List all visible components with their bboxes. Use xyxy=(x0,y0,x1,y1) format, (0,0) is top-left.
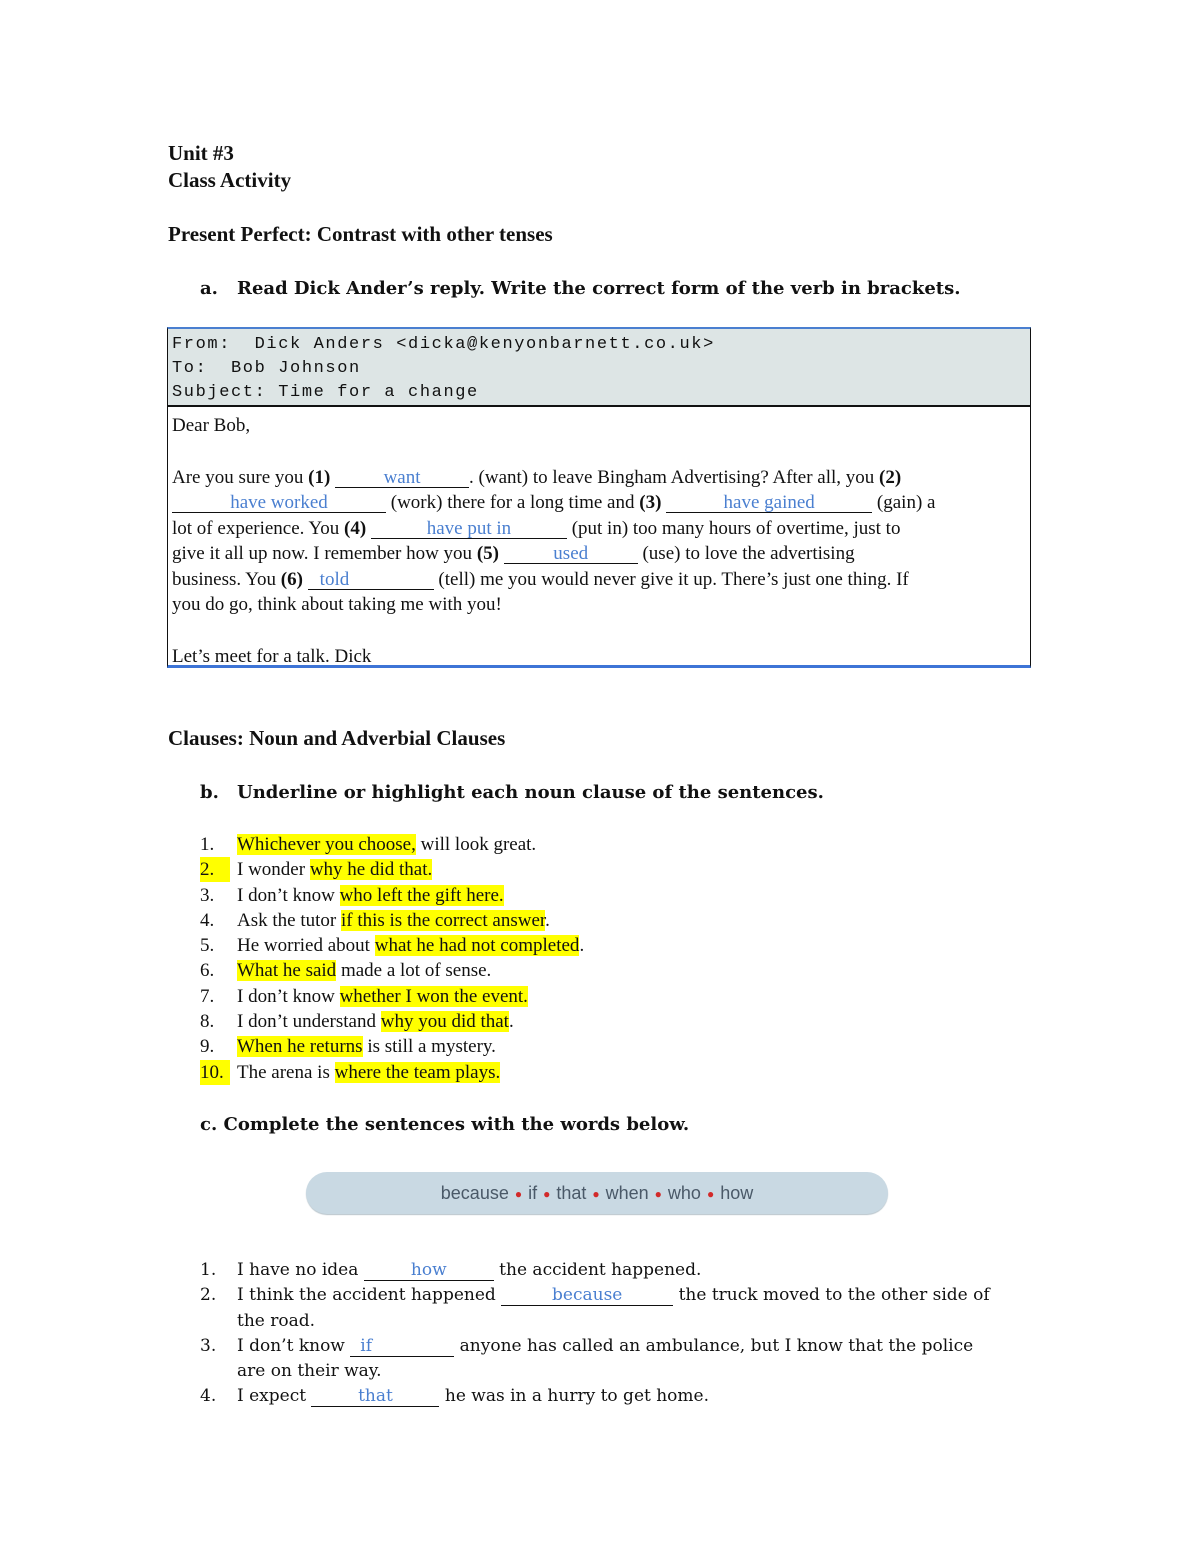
word-that: that xyxy=(556,1183,587,1203)
answer-blank-3[interactable]: have gained xyxy=(666,493,872,513)
word-who: who xyxy=(667,1183,701,1203)
email-header xyxy=(168,329,1030,407)
instruction-c: c. Complete the sentences with the words below. xyxy=(200,1114,690,1135)
highlighted-clause: why you did that xyxy=(380,1011,509,1033)
highlighted-clause: whether I won the event. xyxy=(339,985,528,1007)
bullet-icon: ● xyxy=(592,1187,600,1202)
answer-blank-6[interactable]: told xyxy=(308,570,434,590)
word-because: because xyxy=(440,1183,509,1203)
bullet-icon: ● xyxy=(654,1187,662,1202)
highlighted-clause: why he did that. xyxy=(309,859,433,881)
email-to: To: Bob Johnson xyxy=(172,359,361,378)
highlighted-clause: if this is the correct answer xyxy=(340,909,546,931)
section-title-clauses: Clauses: Noun and Adverbial Clauses xyxy=(168,726,506,750)
unit-title: Unit #3 xyxy=(168,141,234,165)
section-title-present-perfect: Present Perfect: Contrast with other tenses xyxy=(168,222,553,246)
bullet-icon: ● xyxy=(514,1187,523,1202)
highlighted-clause: where the team plays. xyxy=(334,1061,501,1083)
highlighted-clause: When he returns xyxy=(237,1036,363,1058)
word-if: if xyxy=(528,1183,538,1203)
worksheet-page: Unit #3 Class Activity Present Perfect: Contrast with other tenses a. Read Dick Ander’s reply. Write the correct form of the verb in brackets. From: Dick Anders <dicka@kenyonbarnett.co.uk> To: Bob Johnson Subject: Time for a change Dear Bob, Are you sure you (1) want . (want) to leave Bingham Advertising? After all, you (2) have worked (work) there for a long time and (3) have gained (gain) a lot of experience. You (4) have put in (put in) too many hours of overtime, just to give it all up now. I remember how you (5) used (use) to love the advertising business. You (6) told (tell) me you would never give it up. There’s just one thing. If you do go, think about taking me with you! Let’s meet for a talk. Dick Clauses: Noun and Adverbial Clauses b. Underline or highlight each noun clause of the sentences. 1. Whichever you choose, will look great. 2. I wonder why he did that. 3. I don’t know who left the gift here. 4. Ask the tutor if this is the correct answer. 5. He worried about what he had not completed. 6. What he said made a lot of sense. 7. I don’t know whether I won the event. 8. I don’t understand why you did that. 9. When he returns is still a mystery. 10. The arena is where the team plays. c. Complete the sentences with the words below. because ● if ● that ● when ● who ● how 1. I have no idea how the accident happened. 2. I think the accident happened because the truck moved to the other side of the road. 3. I don’t know if anyone has called an ambulance, but I know that the police are on their way. 4. I expect that he was in a hurry to get home. xyxy=(0,0,1200,1553)
instruction-a: Read Dick Ander’s reply. Write the correct form of the verb in brackets. xyxy=(237,278,961,299)
email-from: From: Dick Anders <dicka@kenyonbarnett.co.uk> xyxy=(172,335,715,354)
instruction-b: Underline or highlight each noun clause of the sentences. xyxy=(237,782,824,803)
bullet-icon: ● xyxy=(706,1187,715,1202)
answer-blank-4[interactable]: have put in xyxy=(371,519,567,539)
email-paragraph: Are you sure you (1) want . (want) to leave Bingham Advertising? After all, you (2) have worked (work) there for a long time and (3) have gained (gain) a lot of experience. You (4) have put in (put in) too many hours of overtime, just to give it all up now. I remember how you (5) used (use) to love the advertising business. You (6) told (tell) me you would never give it up. There’s just one thing. If you do go, think about taking me with you! xyxy=(172,466,936,615)
instruction-a-label: a. xyxy=(200,278,218,299)
word-when: when xyxy=(605,1183,649,1203)
email-closing: Let’s meet for a talk. Dick xyxy=(172,645,372,667)
answer-blank[interactable]: that xyxy=(311,1387,439,1407)
answer-blank[interactable]: how xyxy=(364,1261,494,1281)
email-greeting: Dear Bob, xyxy=(172,415,251,436)
highlighted-clause: What he said xyxy=(237,960,337,982)
highlighted-clause: what he had not completed xyxy=(374,935,580,957)
highlighted-clause: who left the gift here. xyxy=(339,884,504,906)
word-bank xyxy=(306,1172,888,1214)
answer-blank-1[interactable]: want xyxy=(335,468,469,488)
activity-title: Class Activity xyxy=(168,168,292,192)
bullet-icon: ● xyxy=(543,1187,551,1202)
instruction-b-label: b. xyxy=(200,782,219,803)
email-subject: Subject: Time for a change xyxy=(172,383,479,402)
answer-blank[interactable]: because xyxy=(501,1286,673,1306)
email-body xyxy=(168,407,1030,675)
highlighted-clause: Whichever you choose, xyxy=(237,834,416,855)
email-box xyxy=(167,327,1031,668)
word-how: how xyxy=(720,1183,754,1203)
answer-blank-2[interactable]: have worked xyxy=(172,493,386,513)
answer-blank[interactable]: if xyxy=(350,1337,454,1357)
answer-blank-5[interactable]: used xyxy=(504,544,638,564)
